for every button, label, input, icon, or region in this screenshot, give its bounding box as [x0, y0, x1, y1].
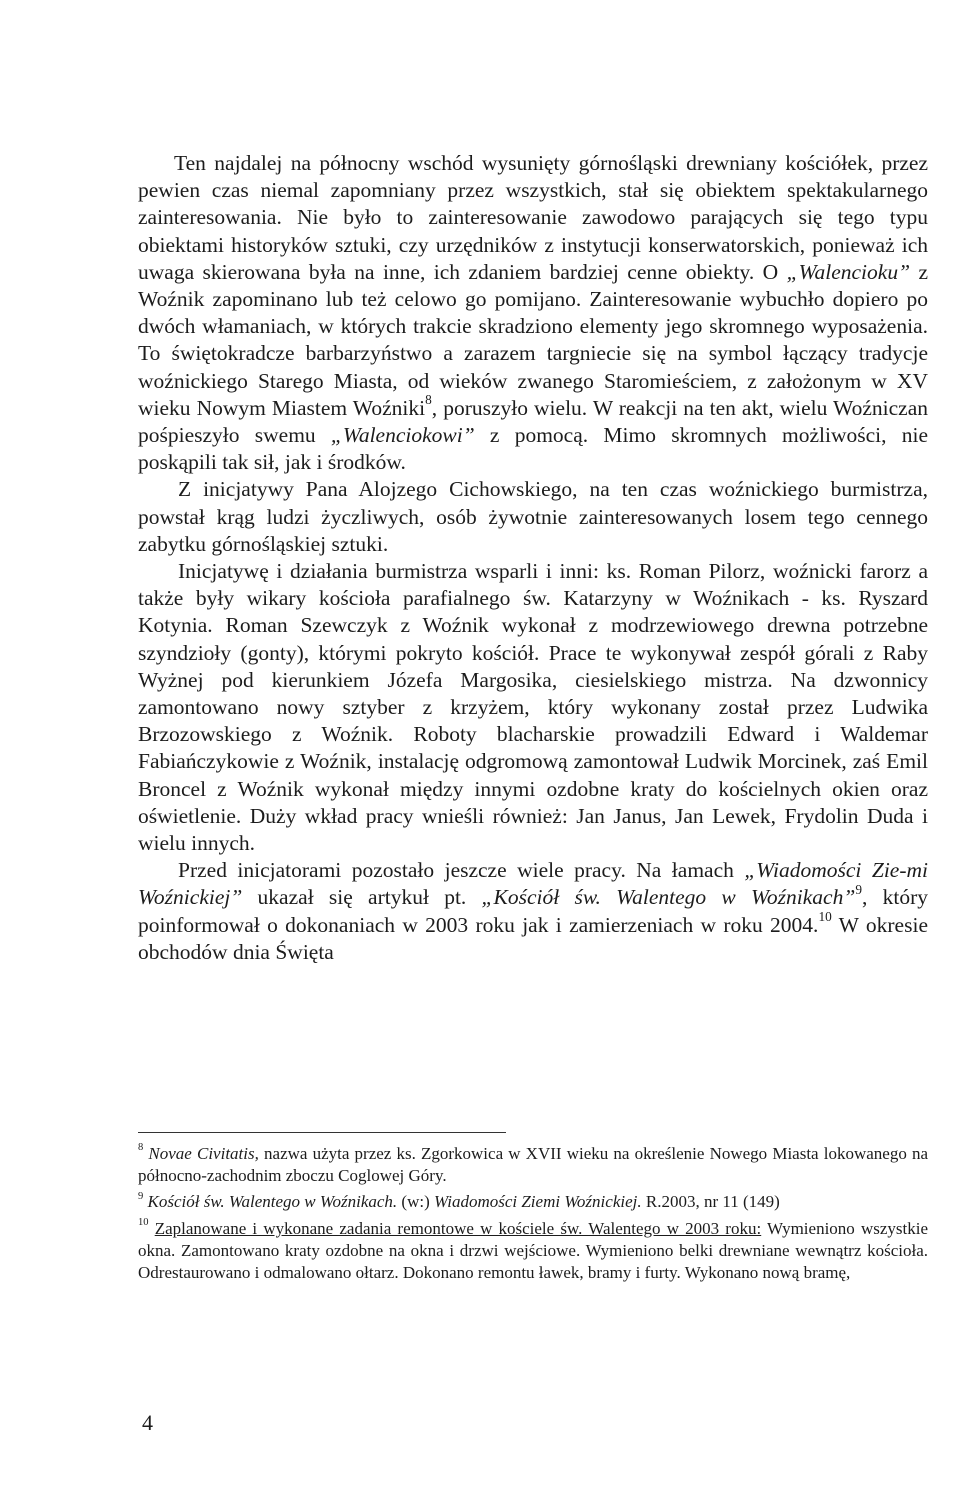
text-run: Przed inicjatorami pozostało jeszcze wiele pracy. Na łamach	[178, 858, 745, 883]
text-run: z pomocą. Mimo skromnych możliwości, nie poskąpili tak sił, jak i środków.	[138, 423, 928, 475]
footnote-ref: 10	[138, 1217, 149, 1229]
paragraph	[138, 857, 928, 966]
footnotes	[138, 1143, 928, 1288]
footnote-ref: 8	[138, 1142, 144, 1154]
text-run: W okresie obchodów dnia Święta	[138, 912, 928, 964]
text-run: R.2003, nr 11 (149)	[641, 1192, 780, 1212]
text-run: z Woźnik zapominano lub też celowo go pomijano. Zainteresowanie wybuchło dopiero po dwóch włamaniach, w których trakcie skradziono elementy jego skromnego wyposażenia. To świętokradcze barbarzyństwo a zarazem targniecie się na symbol łączący tradycje woźnickiego Starego Miasta, od wieków zwanego Staromieściem, z założonym w XV wieku Nowym Miastem Woźniki	[138, 259, 928, 420]
footnote	[138, 1218, 928, 1283]
footnote-ref: 9	[855, 881, 862, 897]
footnote	[138, 1191, 928, 1213]
text-run: , który poinformował o dokonaniach w 2003 roku jak i zamierzeniach w roku 2004.	[138, 885, 928, 937]
underlined-text: Zaplanowane i wykonane zadania remontowe w kościele św. Walentego w 2003 roku:	[154, 1219, 762, 1239]
text-run: ukazał się artykuł pt.	[242, 885, 482, 910]
text-run: (w:)	[397, 1192, 434, 1212]
italic-text: „Walencioku”	[786, 259, 911, 284]
footnote-ref: 9	[138, 1190, 144, 1202]
text-run: nazwa użyta przez ks. Zgorkowica w XVII wieku na określenie Nowego Miasta lokowanego na północno-zachodnim zboczu Coglowej Góry.	[138, 1144, 929, 1185]
footnote-separator	[138, 1132, 506, 1133]
italic-text: „Kościół św. Walentego w Woźnikach”	[481, 885, 856, 910]
footnote	[138, 1143, 928, 1186]
text-run: Ten najdalej na północny wschód wysunięty górnośląski drewniany kościółek, przez pewien czas niemal zapomniany przez wszystkich, stał się obiektem spektakularnego zainteresowania. Nie było to zainteresowanie zawodowo parających się tego typu obiektami historyków sztuki, czy urzędników z instytucji konserwatorskich, ponieważ ich uwaga skierowana była na inne, ich zdaniem bardziej cenne obiekty. O	[138, 151, 928, 284]
text-run: Wymieniono wszystkie okna. Zamontowano kraty ozdobne na okna i drzwi wejściowe. Wymieniono belki drewniane wewnątrz kościoła. Odrestaurowano i odmalowano ołtarz. Dokonano remontu ławek, bramy i furty. Wykonano nową bramę,	[138, 1219, 929, 1282]
paragraph	[138, 150, 928, 476]
document-page	[138, 150, 928, 966]
body-text	[138, 150, 928, 966]
page-number: 4	[142, 1410, 153, 1435]
text-run: Inicjatywę i działania burmistrza wsparli i inni: ks. Roman Pilorz, woźnicki farorz a także były wikary kościoła parafialnego św. Katarzyny w Woźnikach - ks. Ryszard Kotynia. Roman Szewczyk z Woźnik wykonał z modrzewiowego drewna potrzebne szyndzioły (gonty), którymi pokryto kościół. Prace te wykonywał zespół górali z Raby Wyżnej pod kierunkiem Józefa Margosika, ciesielskiego mistrza. Na dzwonnicy zamontowano nowy sztyber z krzyżem, który wykonany został przez Ludwika Brzozowskiego z Woźnik. Roboty blacharskie prowadzili Edward i Waldemar Fabiańczykowie z Woźnik, instalację odgromową zamontował Ludwik Morcinek, zaś Emil Broncel z Woźnik wykonał między innymi ozdobne kraty do kościelnych okien oraz oświetlenie. Duży wkład pracy wnieśli również: Jan Janus, Jan Lewek, Frydolin Duda i wielu innych.	[138, 559, 928, 856]
paragraph	[138, 558, 928, 857]
italic-text: „Walenciokowi”	[330, 423, 475, 448]
paragraph	[138, 476, 928, 558]
italic-text: Kościół św. Walentego w Woźnikach.	[147, 1192, 398, 1212]
italic-text: Novae Civitatis,	[148, 1144, 259, 1163]
footnote-ref: 8	[425, 392, 432, 408]
italic-text: Wiadomości Ziemi Woźnickiej.	[434, 1192, 642, 1212]
footnote-ref: 10	[818, 908, 832, 924]
text-run: , poruszyło wielu. W reakcji na ten akt, wielu Woźniczan pośpieszyło swemu	[138, 395, 928, 448]
text-run: Z inicjatywy Pana Alojzego Cichowskiego, na ten czas woźnickiego burmistrza, powstał krąg ludzi życzliwych, osób żywotnie zainteresowanych losem tego cennego zabytku górnośląskiej sztuki.	[138, 477, 928, 556]
italic-text: „Wiadomości Zie-mi Woźnickiej”	[138, 858, 928, 910]
